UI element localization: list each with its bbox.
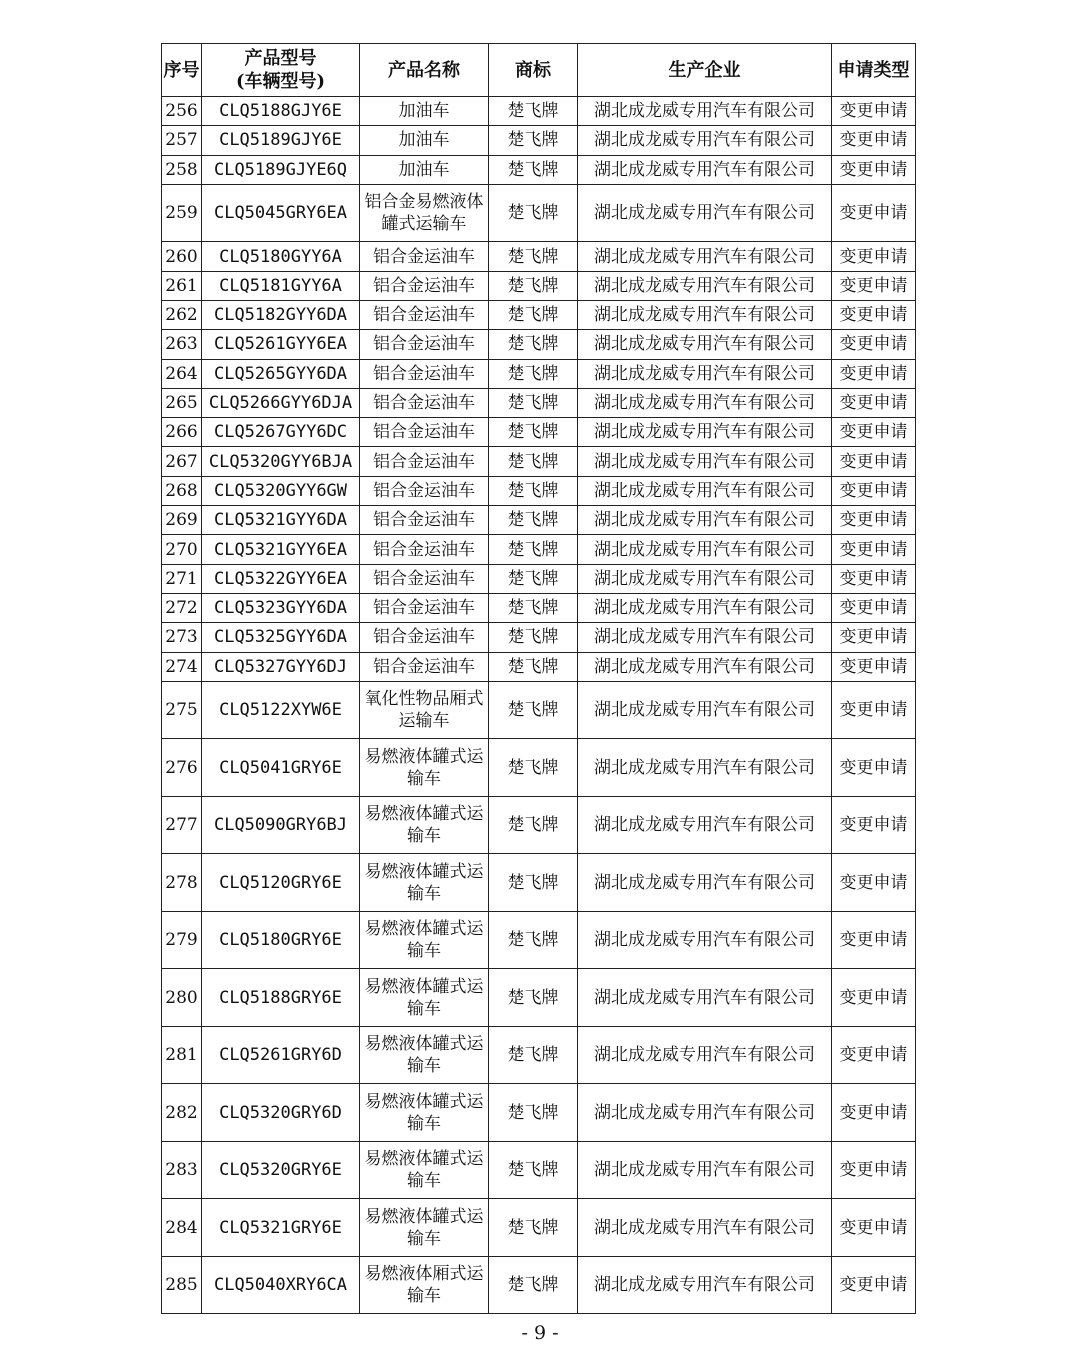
row-type-cell: 变更申请 (832, 418, 916, 447)
product-table (161, 43, 916, 1314)
row-brand-cell: 楚飞牌 (489, 1141, 578, 1199)
table-row (162, 1141, 916, 1199)
row-seq-cell: 284 (162, 1199, 202, 1257)
row-model-cell: CLQ5182GYY6DA (202, 300, 360, 329)
row-seq-cell: 267 (162, 447, 202, 476)
header-brand: 商标 (489, 44, 578, 97)
table-row (162, 271, 916, 300)
row-type-cell: 变更申请 (832, 97, 916, 126)
row-seq-cell: 270 (162, 535, 202, 564)
table-row (162, 476, 916, 505)
row-company-cell: 湖北成龙威专用汽车有限公司 (578, 535, 832, 564)
row-seq-cell: 268 (162, 476, 202, 505)
row-company-cell: 湖北成龙威专用汽车有限公司 (578, 271, 832, 300)
table-row (162, 796, 916, 854)
header-model (202, 44, 360, 97)
row-model-cell: CLQ5320GRY6E (202, 1141, 360, 1199)
row-company-cell: 湖北成龙威专用汽车有限公司 (578, 242, 832, 271)
row-type-cell: 变更申请 (832, 623, 916, 652)
table-row (162, 739, 916, 797)
row-type-cell: 变更申请 (832, 739, 916, 797)
row-name-cell: 铝合金运油车 (360, 447, 489, 476)
table-row (162, 388, 916, 417)
row-name-cell: 铝合金运油车 (360, 476, 489, 505)
row-type-cell: 变更申请 (832, 1084, 916, 1142)
row-name-cell: 铝合金运油车 (360, 652, 489, 681)
row-brand-cell: 楚飞牌 (489, 388, 578, 417)
row-brand-cell: 楚飞牌 (489, 184, 578, 242)
row-seq-cell: 282 (162, 1084, 202, 1142)
row-name-cell: 铝合金运油车 (360, 359, 489, 388)
row-brand-cell: 楚飞牌 (489, 271, 578, 300)
row-model-cell: CLQ5189GJYE6Q (202, 155, 360, 184)
row-model-cell: CLQ5325GYY6DA (202, 623, 360, 652)
row-company-cell: 湖北成龙威专用汽车有限公司 (578, 300, 832, 329)
row-type-cell: 变更申请 (832, 593, 916, 622)
header-seq: 序号 (162, 44, 202, 97)
row-seq-cell: 256 (162, 97, 202, 126)
row-type-cell: 变更申请 (832, 447, 916, 476)
table-row (162, 97, 916, 126)
row-company-cell: 湖北成龙威专用汽车有限公司 (578, 447, 832, 476)
row-company-cell: 湖北成龙威专用汽车有限公司 (578, 506, 832, 535)
row-brand-cell: 楚飞牌 (489, 1084, 578, 1142)
row-brand-cell: 楚飞牌 (489, 476, 578, 505)
row-brand-cell: 楚飞牌 (489, 155, 578, 184)
row-name-cell: 铝合金运油车 (360, 418, 489, 447)
row-seq-cell: 275 (162, 681, 202, 739)
row-type-cell: 变更申请 (832, 681, 916, 739)
row-company-cell: 湖北成龙威专用汽车有限公司 (578, 739, 832, 797)
header-type: 申请类型 (832, 44, 916, 97)
row-model-cell: CLQ5045GRY6EA (202, 184, 360, 242)
table-row (162, 1084, 916, 1142)
row-name-cell: 易燃液体罐式运输车 (360, 911, 489, 969)
row-brand-cell: 楚飞牌 (489, 911, 578, 969)
row-name-cell: 铝合金运油车 (360, 593, 489, 622)
row-name-cell: 易燃液体罐式运输车 (360, 739, 489, 797)
row-type-cell: 变更申请 (832, 300, 916, 329)
row-type-cell: 变更申请 (832, 564, 916, 593)
row-company-cell: 湖北成龙威专用汽车有限公司 (578, 418, 832, 447)
row-brand-cell: 楚飞牌 (489, 97, 578, 126)
header-company: 生产企业 (578, 44, 832, 97)
row-type-cell: 变更申请 (832, 1199, 916, 1257)
row-brand-cell: 楚飞牌 (489, 652, 578, 681)
row-type-cell: 变更申请 (832, 184, 916, 242)
row-name-cell: 易燃液体罐式运输车 (360, 1141, 489, 1199)
row-seq-cell: 257 (162, 126, 202, 155)
table-row (162, 184, 916, 242)
row-type-cell: 变更申请 (832, 155, 916, 184)
row-model-cell: CLQ5267GYY6DC (202, 418, 360, 447)
row-type-cell: 变更申请 (832, 359, 916, 388)
row-company-cell: 湖北成龙威专用汽车有限公司 (578, 388, 832, 417)
header-model-line1: 产品型号 (244, 48, 317, 69)
table-row (162, 300, 916, 329)
table-row (162, 330, 916, 359)
row-seq-cell: 271 (162, 564, 202, 593)
row-name-cell: 易燃液体厢式运输车 (360, 1256, 489, 1314)
row-model-cell: CLQ5041GRY6E (202, 739, 360, 797)
row-model-cell: CLQ5040XRY6CA (202, 1256, 360, 1314)
row-model-cell: CLQ5090GRY6BJ (202, 796, 360, 854)
row-name-cell: 氧化性物品厢式运输车 (360, 681, 489, 739)
row-seq-cell: 269 (162, 506, 202, 535)
row-brand-cell: 楚飞牌 (489, 739, 578, 797)
table-row (162, 126, 916, 155)
row-type-cell: 变更申请 (832, 796, 916, 854)
row-seq-cell: 279 (162, 911, 202, 969)
row-brand-cell: 楚飞牌 (489, 681, 578, 739)
row-brand-cell: 楚飞牌 (489, 969, 578, 1027)
row-company-cell: 湖北成龙威专用汽车有限公司 (578, 97, 832, 126)
row-name-cell: 铝合金运油车 (360, 506, 489, 535)
row-model-cell: CLQ5189GJY6E (202, 126, 360, 155)
row-brand-cell: 楚飞牌 (489, 1026, 578, 1084)
row-name-cell: 铝合金运油车 (360, 271, 489, 300)
row-seq-cell: 278 (162, 854, 202, 912)
row-seq-cell: 261 (162, 271, 202, 300)
row-seq-cell: 280 (162, 969, 202, 1027)
row-seq-cell: 272 (162, 593, 202, 622)
row-company-cell: 湖北成龙威专用汽车有限公司 (578, 593, 832, 622)
row-seq-cell: 262 (162, 300, 202, 329)
row-seq-cell: 273 (162, 623, 202, 652)
row-type-cell: 变更申请 (832, 242, 916, 271)
row-company-cell: 湖北成龙威专用汽车有限公司 (578, 126, 832, 155)
row-model-cell: CLQ5261GRY6D (202, 1026, 360, 1084)
row-model-cell: CLQ5180GRY6E (202, 911, 360, 969)
table-row (162, 242, 916, 271)
row-name-cell: 易燃液体罐式运输车 (360, 854, 489, 912)
row-type-cell: 变更申请 (832, 476, 916, 505)
table-header-row (162, 44, 916, 97)
row-name-cell: 铝合金运油车 (360, 242, 489, 271)
row-seq-cell: 266 (162, 418, 202, 447)
row-brand-cell: 楚飞牌 (489, 1199, 578, 1257)
row-model-cell: CLQ5323GYY6DA (202, 593, 360, 622)
row-model-cell: CLQ5266GYY6DJA (202, 388, 360, 417)
row-company-cell: 湖北成龙威专用汽车有限公司 (578, 911, 832, 969)
row-name-cell: 铝合金易燃液体罐式运输车 (360, 184, 489, 242)
row-seq-cell: 259 (162, 184, 202, 242)
row-model-cell: CLQ5322GYY6EA (202, 564, 360, 593)
row-company-cell: 湖北成龙威专用汽车有限公司 (578, 681, 832, 739)
row-brand-cell: 楚飞牌 (489, 418, 578, 447)
row-model-cell: CLQ5327GYY6DJ (202, 652, 360, 681)
row-company-cell: 湖北成龙威专用汽车有限公司 (578, 476, 832, 505)
row-model-cell: CLQ5120GRY6E (202, 854, 360, 912)
row-name-cell: 铝合金运油车 (360, 388, 489, 417)
row-seq-cell: 263 (162, 330, 202, 359)
row-model-cell: CLQ5320GYY6BJA (202, 447, 360, 476)
row-type-cell: 变更申请 (832, 330, 916, 359)
row-seq-cell: 276 (162, 739, 202, 797)
table-body (162, 97, 916, 1314)
row-seq-cell: 265 (162, 388, 202, 417)
table-row (162, 447, 916, 476)
row-type-cell: 变更申请 (832, 854, 916, 912)
header-name: 产品名称 (360, 44, 489, 97)
table-row (162, 564, 916, 593)
table-row (162, 155, 916, 184)
row-name-cell: 加油车 (360, 126, 489, 155)
table-row (162, 418, 916, 447)
row-model-cell: CLQ5320GRY6D (202, 1084, 360, 1142)
row-model-cell: CLQ5321GYY6EA (202, 535, 360, 564)
row-company-cell: 湖北成龙威专用汽车有限公司 (578, 969, 832, 1027)
row-brand-cell: 楚飞牌 (489, 300, 578, 329)
table-row (162, 969, 916, 1027)
page-number: - 9 - (521, 1322, 559, 1344)
row-model-cell: CLQ5265GYY6DA (202, 359, 360, 388)
row-model-cell: CLQ5321GRY6E (202, 1199, 360, 1257)
table-row (162, 681, 916, 739)
row-company-cell: 湖北成龙威专用汽车有限公司 (578, 1084, 832, 1142)
row-seq-cell: 264 (162, 359, 202, 388)
row-name-cell: 铝合金运油车 (360, 535, 489, 564)
row-company-cell: 湖北成龙威专用汽车有限公司 (578, 1141, 832, 1199)
row-brand-cell: 楚飞牌 (489, 1256, 578, 1314)
row-seq-cell: 285 (162, 1256, 202, 1314)
row-seq-cell: 277 (162, 796, 202, 854)
row-name-cell: 加油车 (360, 97, 489, 126)
row-seq-cell: 260 (162, 242, 202, 271)
row-company-cell: 湖北成龙威专用汽车有限公司 (578, 1256, 832, 1314)
header-model-line2: (车辆型号) (235, 71, 326, 92)
table-row (162, 1026, 916, 1084)
row-company-cell: 湖北成龙威专用汽车有限公司 (578, 623, 832, 652)
row-company-cell: 湖北成龙威专用汽车有限公司 (578, 184, 832, 242)
row-name-cell: 铝合金运油车 (360, 330, 489, 359)
row-name-cell: 易燃液体罐式运输车 (360, 1026, 489, 1084)
row-name-cell: 铝合金运油车 (360, 300, 489, 329)
row-company-cell: 湖北成龙威专用汽车有限公司 (578, 359, 832, 388)
row-brand-cell: 楚飞牌 (489, 126, 578, 155)
row-type-cell: 变更申请 (832, 388, 916, 417)
row-model-cell: CLQ5320GYY6GW (202, 476, 360, 505)
row-seq-cell: 274 (162, 652, 202, 681)
row-name-cell: 铝合金运油车 (360, 623, 489, 652)
row-type-cell: 变更申请 (832, 126, 916, 155)
table-row (162, 623, 916, 652)
row-type-cell: 变更申请 (832, 652, 916, 681)
row-brand-cell: 楚飞牌 (489, 535, 578, 564)
row-company-cell: 湖北成龙威专用汽车有限公司 (578, 652, 832, 681)
row-brand-cell: 楚飞牌 (489, 623, 578, 652)
table-row (162, 506, 916, 535)
row-type-cell: 变更申请 (832, 911, 916, 969)
table-row (162, 593, 916, 622)
row-model-cell: CLQ5180GYY6A (202, 242, 360, 271)
row-brand-cell: 楚飞牌 (489, 854, 578, 912)
table-row (162, 652, 916, 681)
row-brand-cell: 楚飞牌 (489, 796, 578, 854)
row-model-cell: CLQ5261GYY6EA (202, 330, 360, 359)
row-brand-cell: 楚飞牌 (489, 242, 578, 271)
table-row (162, 359, 916, 388)
row-type-cell: 变更申请 (832, 1256, 916, 1314)
row-name-cell: 加油车 (360, 155, 489, 184)
table-row (162, 1199, 916, 1257)
row-type-cell: 变更申请 (832, 506, 916, 535)
row-model-cell: CLQ5321GYY6DA (202, 506, 360, 535)
row-brand-cell: 楚飞牌 (489, 359, 578, 388)
table-row (162, 1256, 916, 1314)
row-model-cell: CLQ5188GRY6E (202, 969, 360, 1027)
row-model-cell: CLQ5122XYW6E (202, 681, 360, 739)
row-name-cell: 铝合金运油车 (360, 564, 489, 593)
row-brand-cell: 楚飞牌 (489, 330, 578, 359)
row-model-cell: CLQ5188GJY6E (202, 97, 360, 126)
row-company-cell: 湖北成龙威专用汽车有限公司 (578, 330, 832, 359)
row-company-cell: 湖北成龙威专用汽车有限公司 (578, 1026, 832, 1084)
row-type-cell: 变更申请 (832, 969, 916, 1027)
row-seq-cell: 281 (162, 1026, 202, 1084)
row-type-cell: 变更申请 (832, 271, 916, 300)
row-company-cell: 湖北成龙威专用汽车有限公司 (578, 796, 832, 854)
row-type-cell: 变更申请 (832, 1141, 916, 1199)
table-row (162, 911, 916, 969)
row-brand-cell: 楚飞牌 (489, 506, 578, 535)
row-brand-cell: 楚飞牌 (489, 447, 578, 476)
row-company-cell: 湖北成龙威专用汽车有限公司 (578, 155, 832, 184)
row-model-cell: CLQ5181GYY6A (202, 271, 360, 300)
table-row (162, 854, 916, 912)
row-brand-cell: 楚飞牌 (489, 564, 578, 593)
table-row (162, 535, 916, 564)
row-name-cell: 易燃液体罐式运输车 (360, 1199, 489, 1257)
row-company-cell: 湖北成龙威专用汽车有限公司 (578, 564, 832, 593)
row-company-cell: 湖北成龙威专用汽车有限公司 (578, 1199, 832, 1257)
row-name-cell: 易燃液体罐式运输车 (360, 796, 489, 854)
row-name-cell: 易燃液体罐式运输车 (360, 1084, 489, 1142)
row-company-cell: 湖北成龙威专用汽车有限公司 (578, 854, 832, 912)
row-type-cell: 变更申请 (832, 1026, 916, 1084)
row-name-cell: 易燃液体罐式运输车 (360, 969, 489, 1027)
row-seq-cell: 258 (162, 155, 202, 184)
row-type-cell: 变更申请 (832, 535, 916, 564)
row-brand-cell: 楚飞牌 (489, 593, 578, 622)
row-seq-cell: 283 (162, 1141, 202, 1199)
